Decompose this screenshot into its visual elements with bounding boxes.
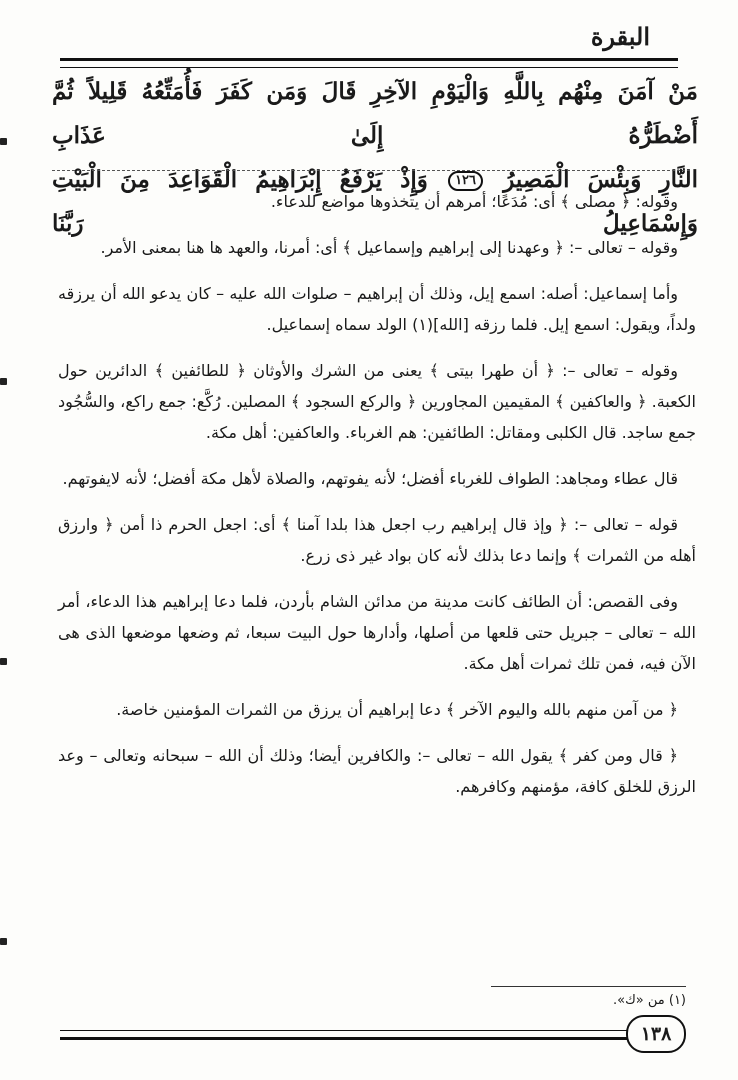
page-number: ١٣٨	[626, 1015, 686, 1053]
quran-line: مَنْ آمَنَ مِنْهُم بِاللَّهِ وَالْيَوْمِ الآخِرِ قَالَ وَمَن كَفَرَ فَأُمَتِّعُهُ قَلِيلاً ثُمَّ أَضْطَرُّهُ إِلَىٰ عَذَابِ	[52, 78, 698, 149]
commentary-body	[58, 186, 696, 817]
footnote: (١) من «ك».	[612, 993, 686, 1008]
footer-rule	[60, 1030, 638, 1040]
commentary-paragraph: قوله – تعالى –: ﴿ وإذ قال إبراهيم رب اجعل هذا بلدا آمنا ﴾ أى: اجعل الحرم ذا أمن ﴿ وارزق أهله من الثمرات ﴾ وإنما دعا بذلك لأنه كان بواد غير ذى زرع.	[58, 515, 696, 565]
quran-segment: النَّارِ وَبِئْسَ الْمَصِيرُ	[503, 166, 699, 193]
commentary-paragraph: وفى القصص: أن الطائف كانت مدينة من مدائن الشام بأردن، فلما دعا إبراهيم هذا الدعاء، أمر الله – تعالى – جبريل حتى قلعها من أصلها، وأدارها حول البيت سبعا، ثم وضعها موضعها الذى هى الآن فيه، فمن تلك ثمرات أهل مكة.	[58, 592, 696, 673]
margin-mark	[0, 138, 7, 145]
commentary-paragraph: وقوله – تعالى –: ﴿ أن طهرا بيتى ﴾ يعنى من الشرك والأوثان ﴿ للطائفين ﴾ الدائرين حول الكعبة. ﴿ والعاكفين ﴾ المقيمين المجاورين ﴿ والركع السجود ﴾ المصلين. رُكَّع: جمع راكع، والسُّجُود جمع ساجد. قال الكلبى ومقاتل: الطائفين: هم الغرباء. والعاكفين: أهل مكة.	[58, 361, 696, 442]
footnote-rule	[491, 986, 686, 987]
commentary-paragraph: ﴿ من آمن منهم بالله واليوم الآخر ﴾ دعا إبراهيم أن يرزق من الثمرات المؤمنين خاصة.	[116, 700, 678, 719]
commentary-paragraph: وقوله – تعالى –: ﴿ وعهدنا إلى إبراهيم وإسماعيل ﴾ أى: أمرنا، والعهد ها هنا بمعنى الأمر.	[100, 238, 678, 257]
header-rule	[60, 58, 678, 68]
surah-title: البقرة	[590, 22, 650, 51]
commentary-paragraph: وأما إسماعيل: أصله: اسمع إيل، وذلك أن إبراهيم – صلوات الله عليه – كان يدعو الله أن يرزقه ولداً، ويقول: اسمع إيل. فلما رزقه [الله](١) الولد سماه إسماعيل.	[58, 284, 696, 334]
commentary-paragraph: قال عطاء ومجاهد: الطواف للغرباء أفضل؛ لأنه يفوتهم، والصلاة لأهل مكة أفضل؛ لأنه لايفوتهم.	[62, 469, 678, 488]
margin-mark	[0, 938, 7, 945]
commentary-paragraph: وقوله: ﴿ مصلى ﴾ أى: مُدَعًا؛ أمرهم أن يتخذوها مواضع للدعاء.	[270, 192, 678, 211]
commentary-paragraph: ﴿ قال ومن كفر ﴾ يقول الله – تعالى –: والكافرين أيضا؛ وذلك أن الله – سبحانه وتعالى – وعد الرزق للخلق كافة، مؤمنهم وكافرهم.	[58, 746, 696, 796]
margin-mark	[0, 378, 7, 385]
section-divider	[52, 170, 690, 171]
quran-segment: وَإِذْ يَرْفَعُ إِبْرَاهِيمُ الْقَوَاعِدَ مِنَ الْبَيْتِ وَإِسْمَاعِيلُ رَبَّنَا	[52, 166, 698, 237]
ayah-number: ١٢٦	[448, 171, 483, 191]
margin-mark	[0, 658, 7, 665]
